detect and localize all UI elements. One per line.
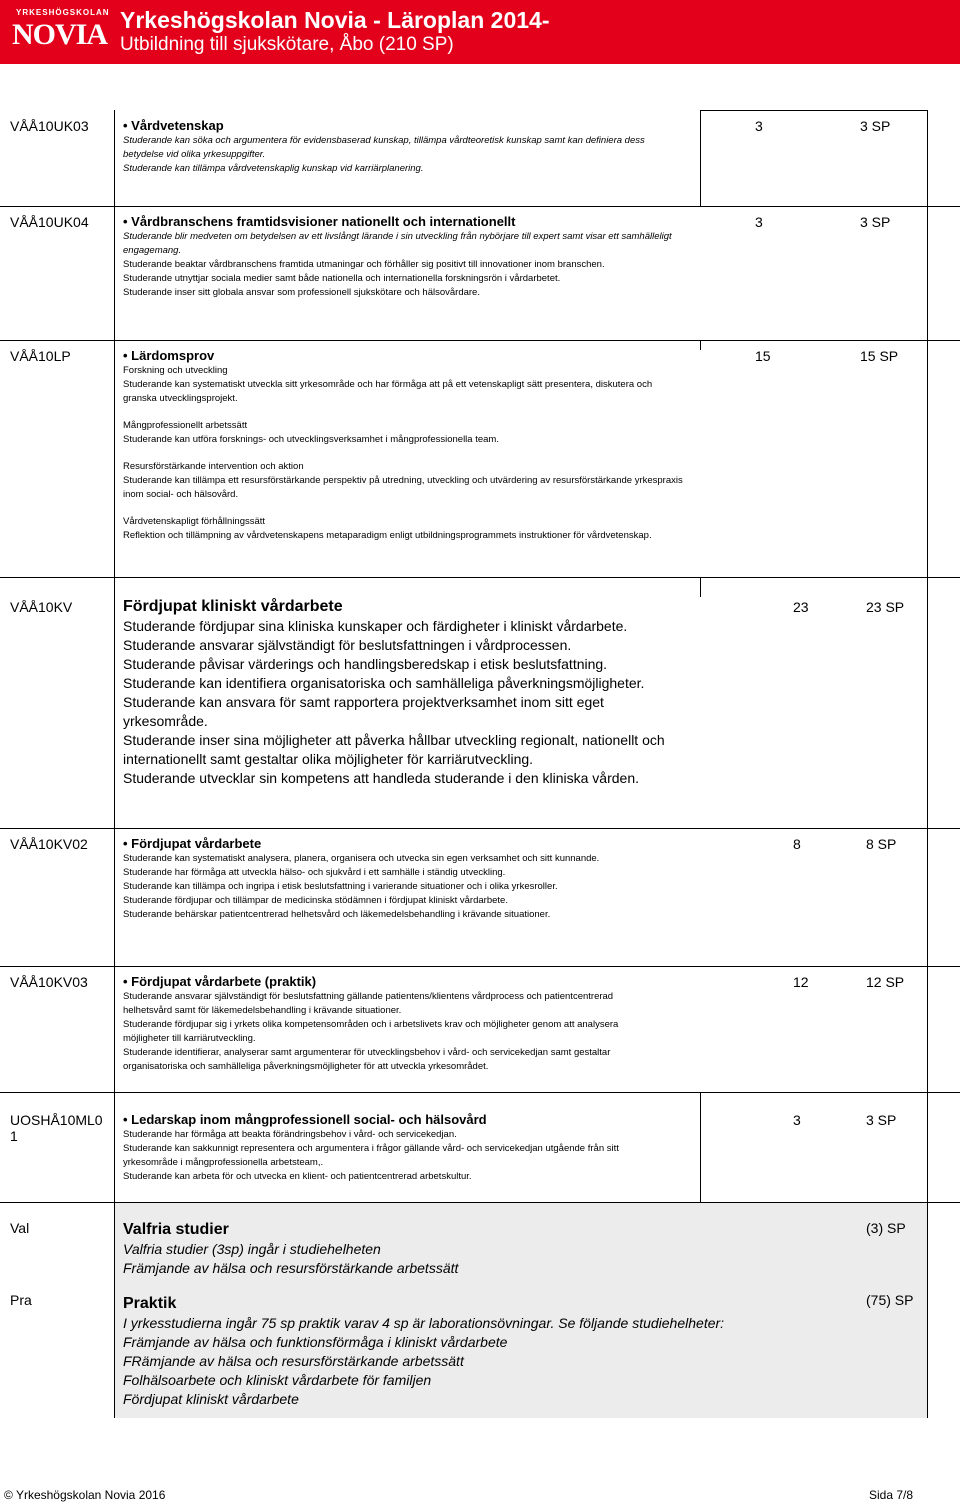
credit-number: 3: [755, 214, 763, 230]
credit-sp: 15 SP: [860, 348, 899, 364]
course-outcome: Studerande behärskar patientcentrerad helhetsvård och läkemedelsbehandling i krävande situationer.: [123, 909, 551, 920]
course-outcome: Studerande identifierar, analyserar samt argumenterar för utvecklingsbehov i vård- och servicekedjan samt gestaltar organisatoriska och samhälleliga påverkningsmöjligheter för att utveckla yrkesområdet.: [123, 1047, 611, 1072]
course-outcome: Studerande kan systematiskt analysera, planera, organisera och utvecka sin egen verksamhet och sitt kunnande.: [123, 853, 600, 864]
block-text: Studerande kan systematiskt utveckla sitt yrkesområde och har förmåga att på ett vetenskapligt sätt presentera, diskutera och granska utvecklingsprojekt.: [123, 379, 653, 404]
course-code: VÅÅ10LP: [10, 348, 71, 364]
course-outcome: Studerande kan tillämpa vårdvetenskaplig kunskap vid karriärplanering.: [123, 163, 424, 174]
course-title: • Fördjupat vårdarbete (praktik): [123, 974, 663, 990]
course-content: [123, 1220, 773, 1278]
row-separator: [0, 206, 960, 207]
credit-sp: 23 SP: [866, 599, 905, 615]
course-content: [123, 597, 688, 788]
course-title: • Vårdbranschens framtidsvisioner nationellt och internationellt: [123, 214, 683, 230]
course-outcome: Studerande fördjupar sina kliniska kunskaper och färdigheter i kliniskt vårdarbete.: [123, 618, 628, 634]
footer-copyright: © Yrkeshögskolan Novia 2016: [4, 1488, 166, 1502]
table-divider: [700, 110, 701, 206]
row-separator: [0, 1092, 960, 1093]
course-code: VÅÅ10UK04: [10, 214, 89, 230]
credit-sp: 3 SP: [860, 118, 891, 134]
table-divider: [700, 340, 701, 350]
credit-sp: 3 SP: [860, 214, 891, 230]
credit-sp: (3) SP: [866, 1220, 906, 1236]
block-heading: Mångprofessionellt arbetssätt: [123, 420, 248, 431]
course-outcome: I yrkesstudierna ingår 75 sp praktik varav 4 sp är laborationsövningar. Se följande studiehelheter:: [123, 1315, 725, 1331]
course-outcome: Studerande påvisar värderings och handlingsberedskap i etisk beslutsfattning.: [123, 656, 608, 672]
course-code: Pra: [10, 1292, 32, 1308]
row-separator: [0, 577, 960, 578]
block-text: Studerande kan tillämpa ett resursförstärkande perspektiv på utredning, utveckling och utvärdering av resursförstärkande yrkespraxis inom social- och hälsovård.: [123, 475, 683, 500]
credit-number: 12: [793, 974, 809, 990]
course-outcome: Studerande fördjupar sig i yrkets olika kompetensområden och i arbetslivets krav och möjligheter genom att analysera möjligheter till karriärutveckling.: [123, 1019, 619, 1044]
credit-sp: (75) SP: [866, 1292, 914, 1308]
course-outcome: Studerande kan sakkunnigt representera och argumentera i frågor gällande vård- och servicekedjan utgående från sitt yrkesområde i mångprofessionella arbetsteam,.: [123, 1143, 619, 1168]
course-outcome: Studerande kan tillämpa och ingripa i etisk beslutsfattning i varierande situationer och i olika yrkesroller.: [123, 881, 558, 892]
course-outcome: Fördjupat kliniskt vårdarbete: [123, 1391, 299, 1407]
credit-sp: 12 SP: [866, 974, 905, 990]
course-outcome: Studerande fördjupar och tillämpar de medicinska stödämnen i fördjupat kliniskt vårdarbete.: [123, 895, 508, 906]
credit-number: 15: [755, 348, 771, 364]
block-heading: Forskning och utveckling: [123, 365, 228, 376]
course-code: VÅÅ10KV: [10, 599, 73, 615]
course-title: • Lärdomsprov: [123, 348, 683, 364]
course-content: [123, 118, 683, 176]
course-outcome: Valfria studier (3sp) ingår i studiehelheten: [123, 1241, 381, 1257]
course-title: Fördjupat kliniskt vårdarbete: [123, 598, 343, 615]
course-content: [123, 974, 663, 1074]
credit-sp: 3 SP: [866, 1112, 897, 1128]
course-outcome: Studerande blir medveten om betydelsen av ett livslångt lärande i sin utveckling från nybörjare till expert samt visar ett samhälleligt engagemang.: [123, 231, 672, 256]
course-outcome: Studerande kan identifiera organisatoriska och samhälleliga påverkningsmöjligheter.: [123, 675, 645, 691]
course-outcome: Studerande har förmåga att utveckla hälso- och sjukvård i ett samhälle i ständig utveckling.: [123, 867, 506, 878]
course-title: Praktik: [123, 1295, 177, 1312]
course-outcome: Studerande utnyttjar sociala medier samt både nationella och internationella forskningsrön i vårdarbetet.: [123, 273, 561, 284]
footer-page-number: Sida 7/8: [869, 1488, 914, 1502]
course-code: VÅÅ10KV02: [10, 836, 88, 852]
novia-logo: YRKESHÖGSKOLAN NOVIA: [12, 8, 110, 51]
course-outcome: Studerande kan ansvara för samt rapportera projektverksamhet inom sitt eget yrkesområde.: [123, 694, 604, 729]
course-code: VÅÅ10UK03: [10, 118, 89, 134]
document-title: Yrkeshögskolan Novia - Läroplan 2014-: [120, 7, 550, 33]
course-outcome: Studerande beaktar vårdbranschens framtida utmaningar och förhåller sig positivt till innovationer inom branschen.: [123, 259, 605, 270]
course-code: Val: [10, 1220, 30, 1236]
credit-number: 3: [755, 118, 763, 134]
credit-number: 23: [793, 599, 809, 615]
course-outcome: Studerande utvecklar sin kompetens att handleda studerande i den kliniska vården.: [123, 770, 639, 786]
block-heading: Vårdvetenskapligt förhållningssätt: [123, 516, 266, 527]
credit-number: 8: [793, 836, 801, 852]
block-text: Studerande kan utföra forsknings- och utvecklingsverksamhet i mångprofessionella team.: [123, 434, 499, 445]
course-code: UOSHÅ10ML0 1: [10, 1112, 103, 1144]
block-text: Reflektion och tillämpning av vårdvetenskapens metaparadigm enligt utbildningsprogrammets instruktioner för vårdvetenskap.: [123, 530, 652, 541]
course-outcome: Studerande har förmåga att beakta förändringsbehov i vård- och servicekedjan.: [123, 1129, 457, 1140]
course-outcome: Folhälsoarbete och kliniskt vårdarbete för familjen: [123, 1372, 432, 1388]
course-outcome: Studerande ansvarar självständigt för beslutsfattning gällande patientens/klientens vårdprocess och patientcentrerad helhetsvård samt för läkemedelsbehandling i krävande situationer.: [123, 991, 614, 1016]
course-outcome: FRämjande av hälsa och resursförstärkande arbetssätt: [123, 1353, 464, 1369]
table-border: [700, 110, 928, 111]
course-outcome: Studerande kan arbeta för och utvecka en klient- och patientcentrerad arbetskultur.: [123, 1171, 472, 1182]
course-outcome: Främjande av hälsa och resursförstärkande arbetssätt: [123, 1260, 459, 1276]
row-separator: [0, 340, 960, 341]
course-outcome: Främjande av hälsa och funktionsförmåga i kliniskt vårdarbete: [123, 1334, 508, 1350]
table-divider: [700, 577, 701, 597]
row-separator: [0, 828, 960, 829]
course-content: [123, 1294, 803, 1409]
block-heading: Resursförstärkande intervention och aktion: [123, 461, 304, 472]
course-content: [123, 348, 683, 543]
table-divider: [700, 1092, 701, 1202]
course-title: • Ledarskap inom mångprofessionell social- och hälsovård: [123, 1112, 668, 1128]
credit-number: 3: [793, 1112, 801, 1128]
course-code: VÅÅ10KV03: [10, 974, 88, 990]
document-subtitle: Utbildning till sjukskötare, Åbo (210 SP): [120, 34, 454, 55]
credit-sp: 8 SP: [866, 836, 897, 852]
course-content: [123, 836, 643, 922]
course-outcome: Studerande ansvarar självständigt för beslutsfattningen i vårdprocessen.: [123, 637, 572, 653]
row-separator: [0, 966, 960, 967]
course-title: Valfria studier: [123, 1221, 229, 1238]
course-outcome: Studerande inser sina möjligheter att påverka hållbar utveckling regionalt, nationellt och internationellt samt gestaltar olika möjligheter för karriärutveckling.: [123, 732, 665, 767]
course-title: • Fördjupat vårdarbete: [123, 836, 643, 852]
course-title: • Vårdvetenskap: [123, 118, 683, 134]
course-content: [123, 1112, 668, 1184]
page-header: [0, 0, 960, 64]
course-outcome: Studerande kan söka och argumentera för evidensbaserad kunskap, tillämpa vårdteoretisk kunskap samt kan definiera dess betydelse vid olika yrkesuppgifter.: [123, 135, 645, 160]
course-outcome: Studerande inser sitt globala ansvar som professionell sjukskötare och hälsovårdare.: [123, 287, 480, 298]
course-content: [123, 214, 683, 300]
